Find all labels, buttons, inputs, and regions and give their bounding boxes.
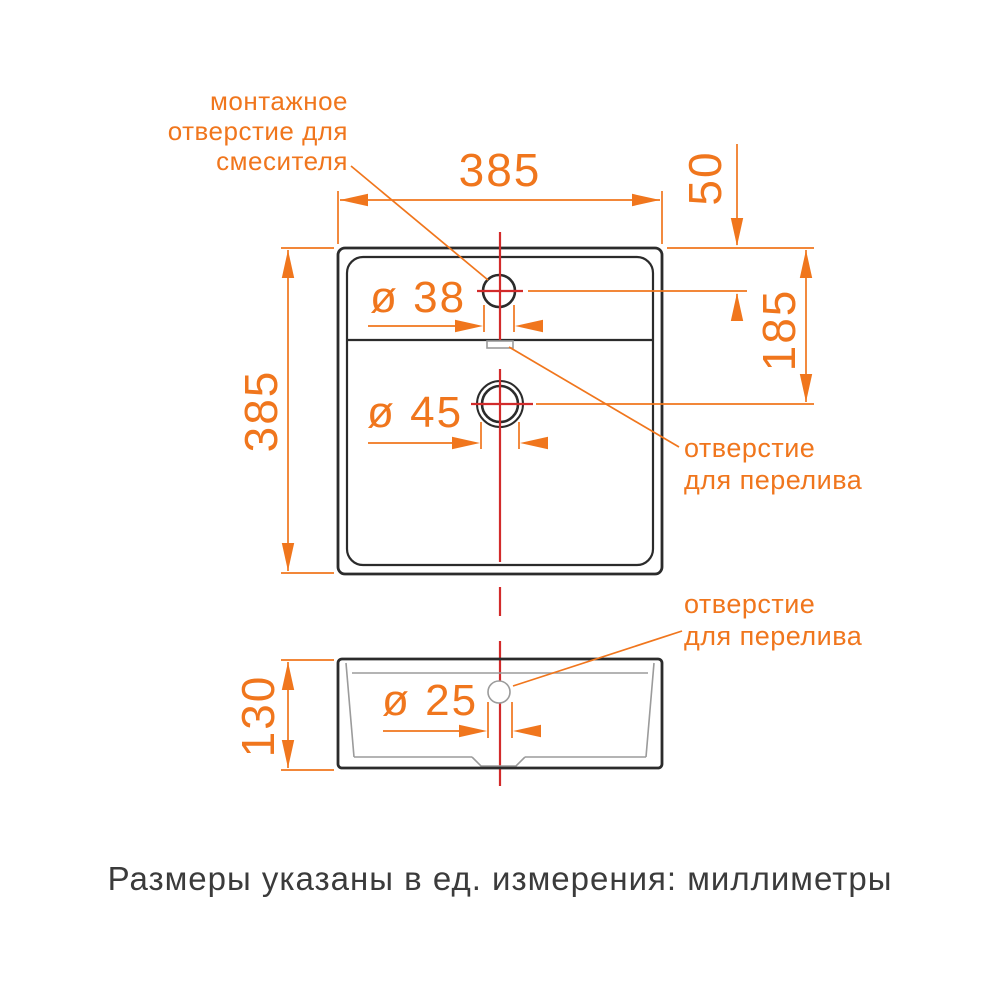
overflow-label-top-view <box>684 433 863 495</box>
faucet-hole-label-line-3: смесителя <box>216 146 348 176</box>
overflow-side-label-line-1: отверстие <box>684 589 816 619</box>
dim-top-width: 385 <box>458 144 542 196</box>
overflow-hole-side <box>488 681 510 703</box>
dim-faucet-offset: 50 <box>679 150 731 206</box>
dim-side-height: 130 <box>232 674 284 758</box>
faucet-hole-label-line-1: монтажное <box>210 86 348 116</box>
drain-recess <box>472 757 525 766</box>
dim-drain-offset: 185 <box>753 288 805 372</box>
units-caption: Размеры указаны в ед. измерения: миллиметры <box>107 860 893 897</box>
dim-faucet-hole-diameter: ø 38 <box>370 273 467 322</box>
overflow-label-side-view <box>684 589 863 651</box>
faucet-hole-label-line-2: отверстие для <box>167 116 348 146</box>
overflow-top-label-line-1: отверстие <box>684 433 816 463</box>
dim-overflow-diameter: ø 25 <box>382 676 479 725</box>
overflow-side-label-line-2: для перелива <box>684 621 863 651</box>
dim-left-height: 385 <box>235 369 287 453</box>
faucet-hole-label <box>168 86 348 176</box>
dim-drain-hole-diameter: ø 45 <box>367 388 464 437</box>
overflow-top-label-line-2: для перелива <box>684 465 863 495</box>
